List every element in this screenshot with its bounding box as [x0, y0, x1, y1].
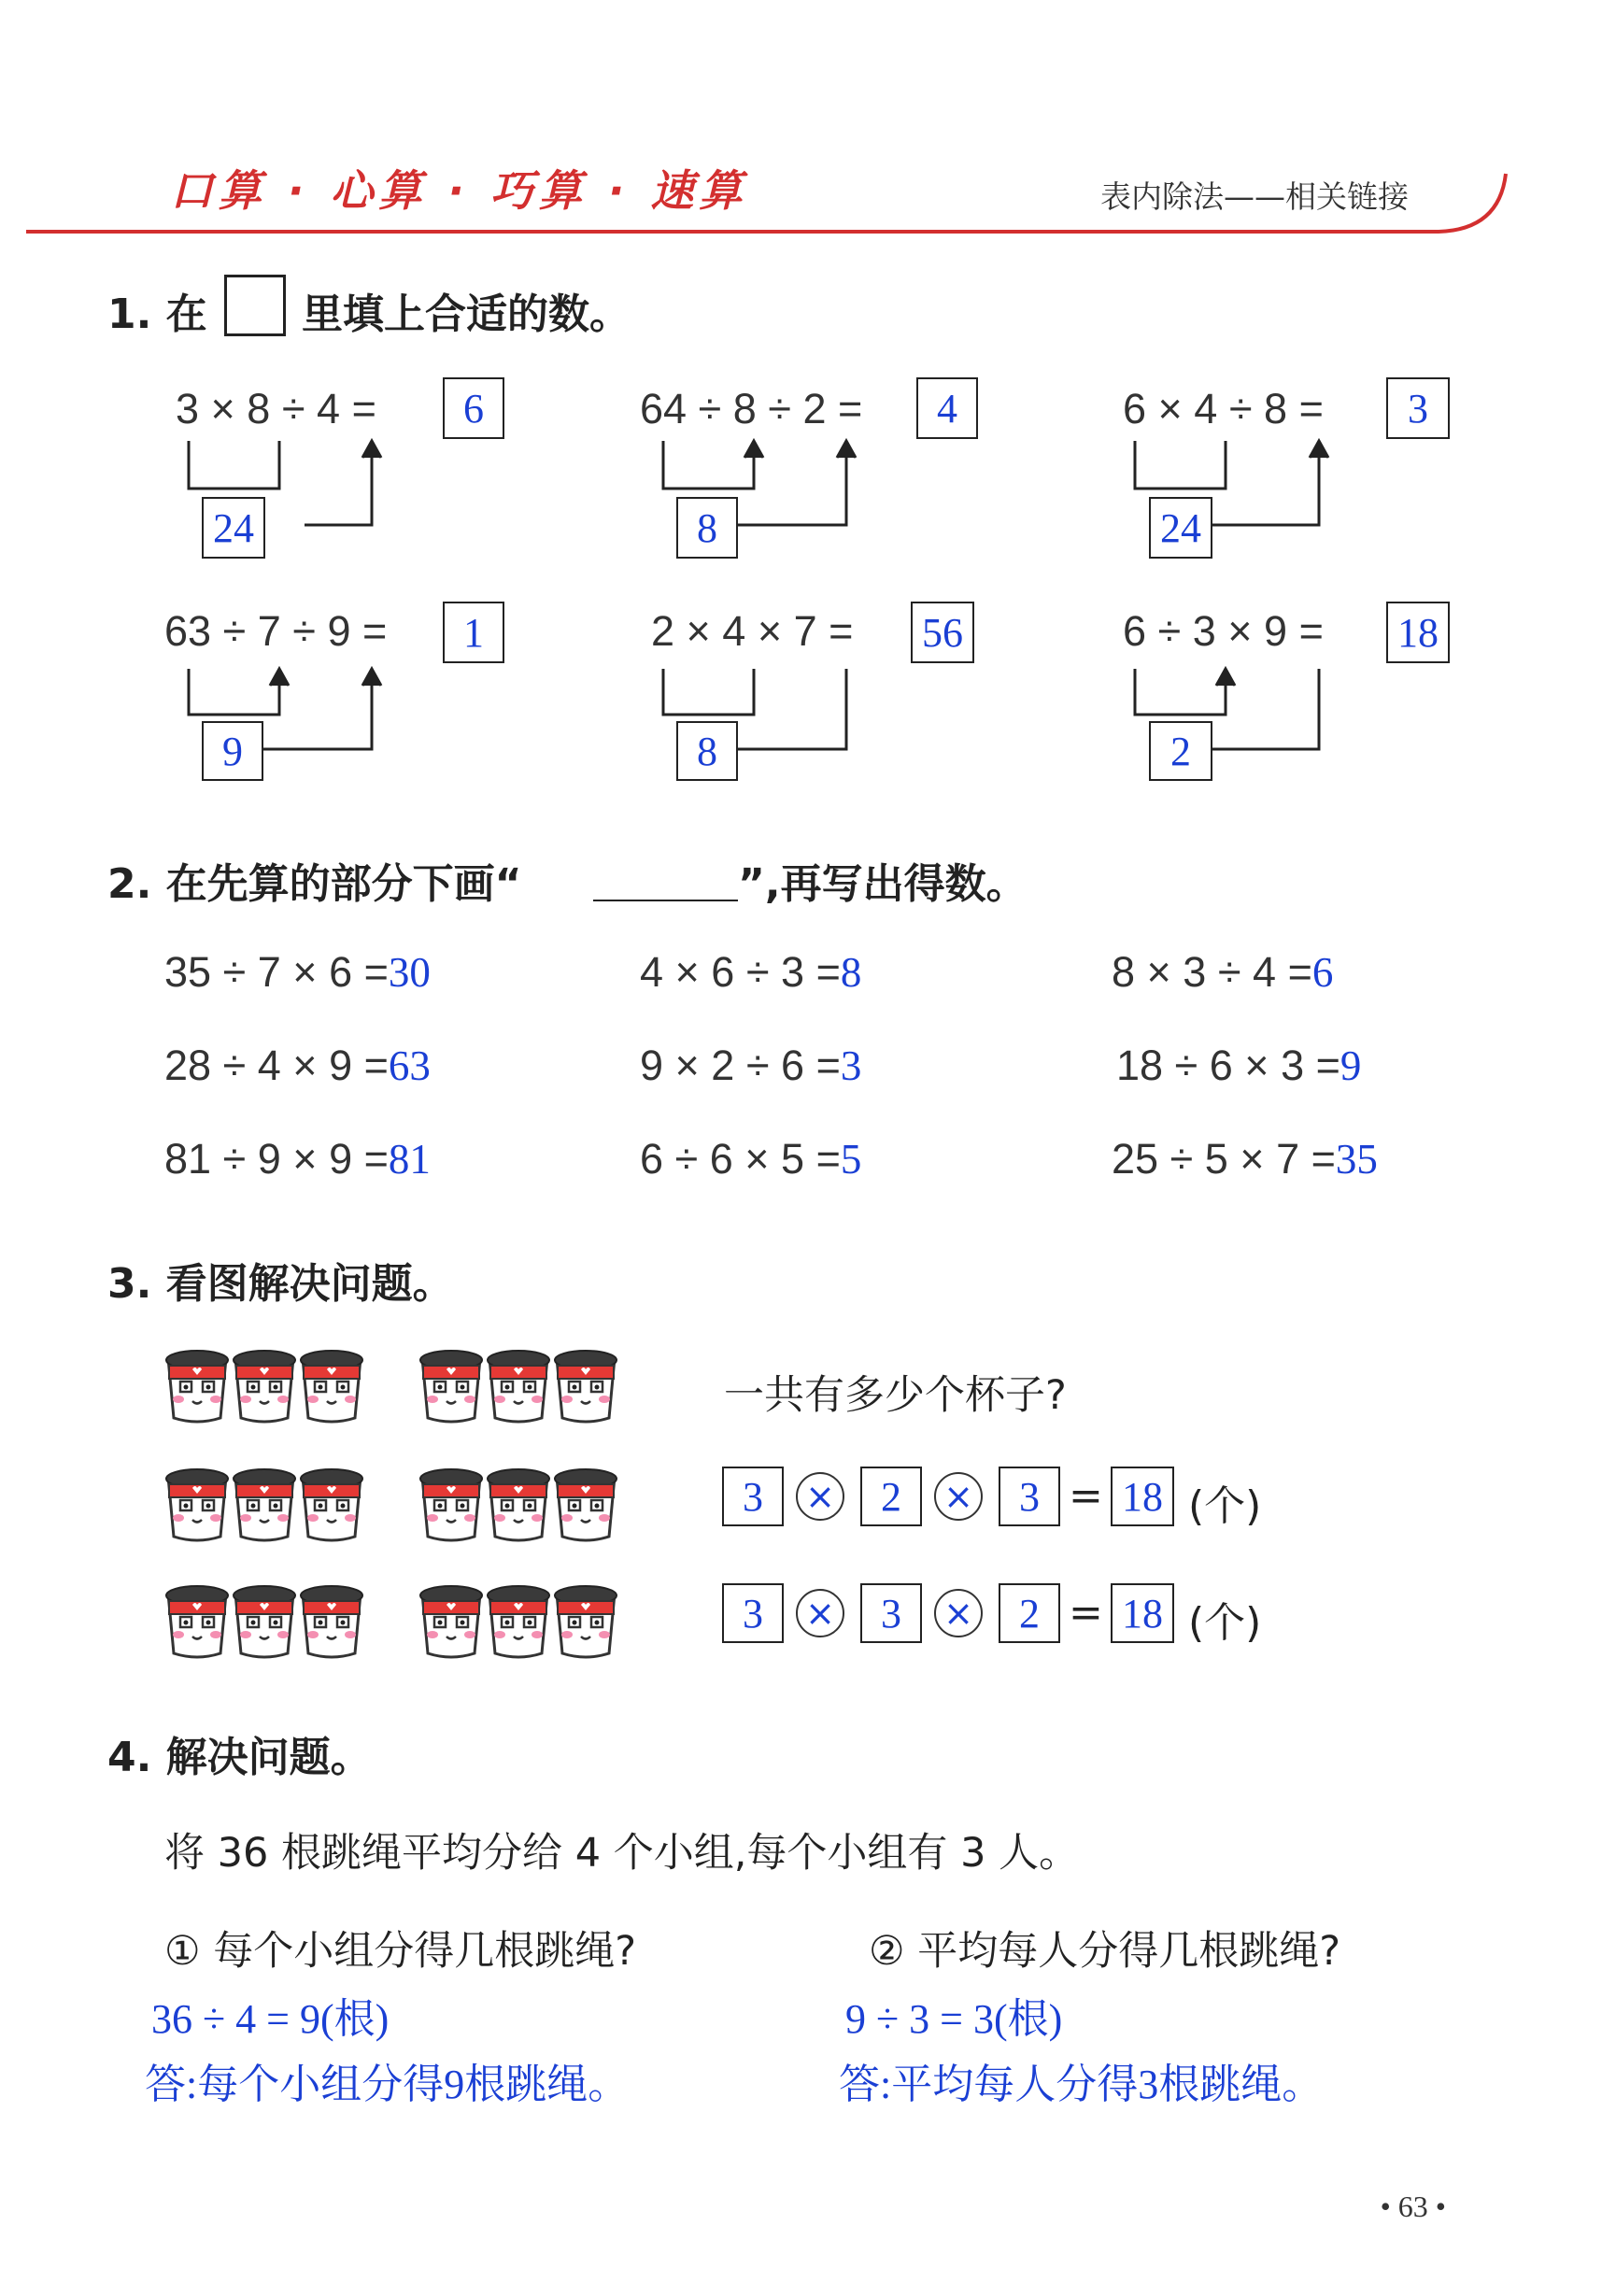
q1-intermediate-1[interactable]: 24 [202, 497, 265, 559]
q1-expr-1: 3 × 8 ÷ 4 = [176, 385, 376, 432]
q1-intermediate-2[interactable]: 8 [676, 497, 738, 559]
q4-title: 4. 解决问题。 [107, 1734, 372, 1781]
q3-eq1-op1[interactable]: × [796, 1472, 844, 1521]
q2-expr-9: 25 ÷ 5 × 7 =35 [1112, 1135, 1378, 1183]
q2-title-pre: 2. 在先算的部分下画“ [107, 860, 522, 908]
q1-title-pre: 1. 在 [107, 291, 207, 338]
q2-title-post: ”,再写出得数。 [738, 860, 1028, 908]
q1-expr-6: 6 ÷ 3 × 9 = [1123, 607, 1324, 655]
header-title: 口算 · 心算 · 巧算 · 速算 [170, 165, 748, 216]
q1-intermediate-6[interactable]: 2 [1149, 721, 1212, 781]
q3-question: 一共有多少个杯子? [724, 1372, 1067, 1419]
q3-eq2-op2[interactable]: × [934, 1589, 983, 1637]
q2-expr-8: 6 ÷ 6 × 5 =5 [640, 1135, 862, 1183]
q3-eq1-c[interactable]: 3 [999, 1467, 1060, 1526]
q1-answer-1[interactable]: 6 [443, 377, 504, 439]
q1-expr-2: 64 ÷ 8 ÷ 2 = [640, 385, 863, 432]
q2-expr-6: 18 ÷ 6 × 3 =9 [1116, 1042, 1362, 1089]
q2-expr-7: 81 ÷ 9 × 9 =81 [164, 1135, 431, 1183]
cup-row-2 [166, 1469, 617, 1540]
q4-sub1-question: ① 每个小组分得几根跳绳? [164, 1928, 637, 1975]
q4-sub2-question: ② 平均每人分得几根跳绳? [869, 1928, 1341, 1975]
q2-expr-5: 9 × 2 ÷ 6 =3 [640, 1042, 862, 1089]
q1-expr-5: 2 × 4 × 7 = [651, 607, 854, 655]
page-number: • 63 • [1380, 2190, 1446, 2223]
q3-eq1-b[interactable]: 2 [860, 1467, 922, 1526]
cup-row-1 [166, 1351, 617, 1422]
q1-expr-3: 6 × 4 ÷ 8 = [1123, 385, 1324, 432]
q4-sub2-answer: 答:平均每人分得3根跳绳。 [839, 2062, 1324, 2107]
q3-eq1-a[interactable]: 3 [722, 1467, 784, 1526]
q1-answer-6[interactable]: 18 [1386, 602, 1450, 663]
q3-eq2-op1[interactable]: × [796, 1589, 844, 1637]
q1-title-post: 里填上合适的数。 [302, 291, 631, 338]
q3-title: 3. 看图解决问题。 [107, 1260, 454, 1308]
q1-intermediate-5[interactable]: 8 [676, 721, 738, 781]
q2-expr-1: 35 ÷ 7 × 6 =30 [164, 948, 431, 996]
q3-eq2-c[interactable]: 2 [999, 1583, 1060, 1643]
q1-answer-2[interactable]: 4 [916, 377, 978, 439]
q4-problem: 将 36 根跳绳平均分给 4 个小组,每个小组有 3 人。 [164, 1830, 1080, 1877]
q1-intermediate-3[interactable]: 24 [1149, 497, 1212, 559]
q3-eq2-a[interactable]: 3 [722, 1583, 784, 1643]
cup-row-3 [166, 1586, 617, 1657]
q1-expr-4: 63 ÷ 7 ÷ 9 = [164, 607, 388, 655]
q2-expr-2: 4 × 6 ÷ 3 =8 [640, 948, 862, 996]
q2-expr-4: 28 ÷ 4 × 9 =63 [164, 1042, 431, 1089]
q3-eq1-unit: (个) [1188, 1482, 1262, 1530]
q4-sub1-calc: 36 ÷ 4 = 9(根) [151, 1996, 390, 2042]
q4-sub1-answer: 答:每个小组分得9根跳绳。 [145, 2062, 630, 2107]
q3-eq2-unit: (个) [1188, 1599, 1262, 1647]
q3-eq2-equals: = [1069, 1589, 1103, 1637]
q3-eq1-op2[interactable]: × [934, 1472, 983, 1521]
q3-eq1-equals: = [1069, 1472, 1103, 1520]
q3-eq2-result[interactable]: 18 [1111, 1583, 1174, 1643]
q3-eq1-result[interactable]: 18 [1111, 1467, 1174, 1526]
q1-answer-5[interactable]: 56 [911, 602, 974, 663]
q1-intermediate-4[interactable]: 9 [202, 721, 263, 781]
q2-expr-3: 8 × 3 ÷ 4 =6 [1112, 948, 1334, 996]
section-title: 表内除法——相关链接 [1100, 178, 1409, 215]
q1-answer-3[interactable]: 3 [1386, 377, 1450, 439]
q1-answer-4[interactable]: 1 [443, 602, 504, 663]
q3-eq2-b[interactable]: 3 [860, 1583, 922, 1643]
q4-sub2-calc: 9 ÷ 3 = 3(根) [845, 1996, 1063, 2042]
